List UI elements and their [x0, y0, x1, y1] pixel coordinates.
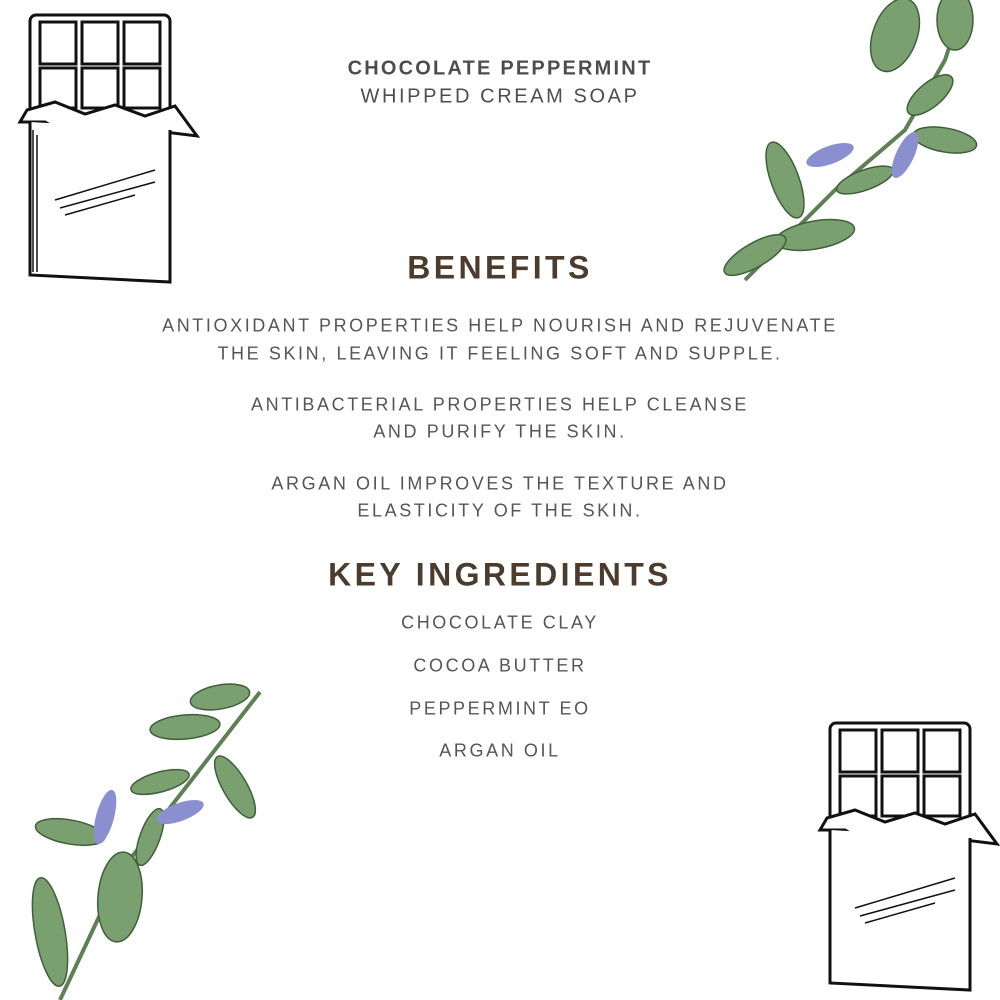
- ingredient-item: PEPPERMINT EO: [409, 698, 591, 719]
- ingredient-item: CHOCOLATE CLAY: [401, 612, 599, 633]
- benefit-text: ARGAN OIL IMPROVES THE TEXTURE AND: [271, 473, 729, 494]
- chocolate-bar-illustration: [15, 10, 205, 290]
- benefits-heading: BENEFITS: [407, 249, 593, 286]
- key-ingredients-heading: KEY INGREDIENTS: [328, 556, 672, 593]
- benefit-text: ANTIBACTERIAL PROPERTIES HELP CLEANSE: [251, 394, 749, 415]
- mint-sprig-illustration: [10, 672, 300, 1000]
- ingredient-item: COCOA BUTTER: [413, 655, 587, 676]
- benefit-text: THE SKIN, LEAVING IT FEELING SOFT AND SUPPLE.: [217, 343, 783, 364]
- product-subtitle: WHIPPED CREAM SOAP: [360, 85, 640, 108]
- benefit-text: ANTIOXIDANT PROPERTIES HELP NOURISH AND REJUVENATE: [162, 315, 838, 336]
- benefit-text: AND PURIFY THE SKIN.: [373, 421, 627, 442]
- product-title: CHOCOLATE PEPPERMINT: [347, 57, 653, 80]
- benefit-text: ELASTICITY OF THE SKIN.: [357, 500, 643, 521]
- ingredient-item: ARGAN OIL: [439, 740, 561, 761]
